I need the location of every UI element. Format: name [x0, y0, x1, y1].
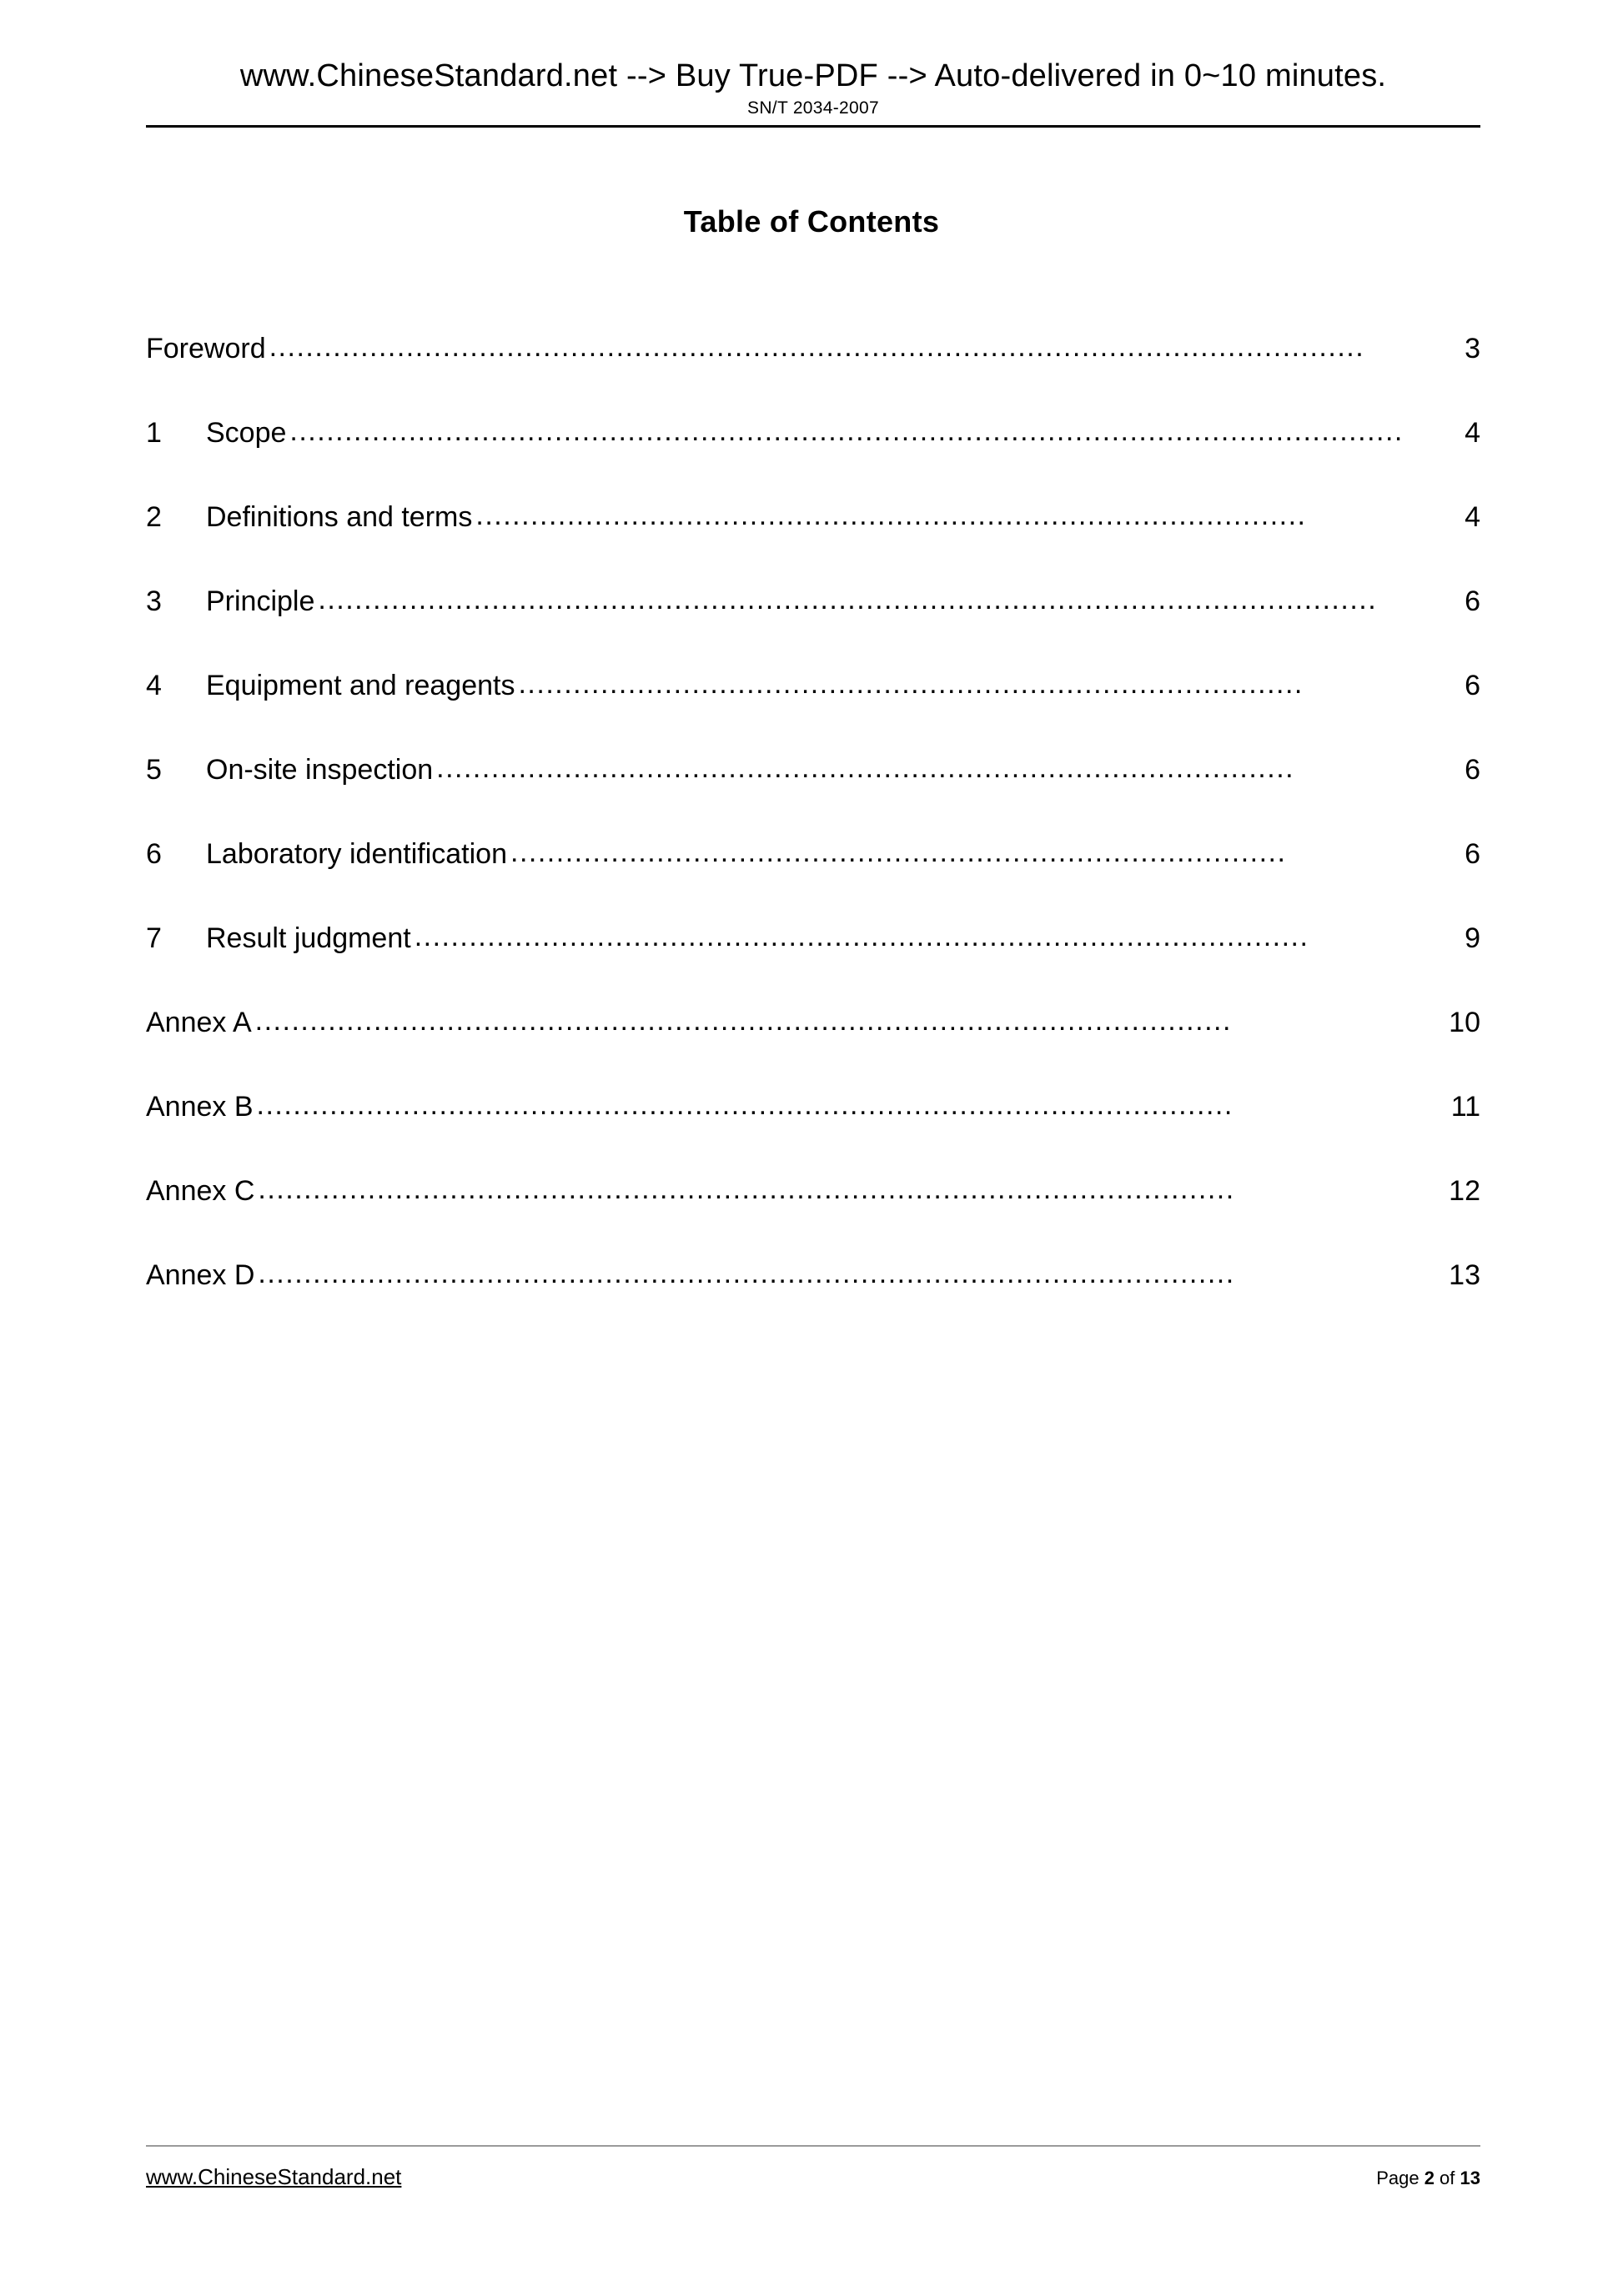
toc-entry-number: 1	[146, 417, 162, 449]
toc-entry-number: 4	[146, 670, 162, 701]
toc-entry-page: 12	[1449, 1175, 1480, 1207]
toc-entry-page: 4	[1465, 417, 1480, 449]
toc-entry-annex-a[interactable]	[146, 981, 1480, 1065]
toc-entry-page: 10	[1449, 1007, 1480, 1038]
toc-entry-page: 4	[1465, 501, 1480, 533]
toc-entry-page: 6	[1465, 754, 1480, 786]
page-indicator-mid: of	[1434, 2168, 1460, 2188]
toc-leader-dots: .....................................................................................	[510, 837, 1287, 868]
page-footer	[146, 2164, 1480, 2190]
page-title: Table of Contents	[683, 204, 940, 239]
page-indicator	[1376, 2168, 1480, 2189]
toc-entry-label: Annex A	[146, 1007, 252, 1038]
toc-leader-dots: ...........................................................................................................	[256, 1089, 1234, 1121]
toc-entry-page: 6	[1465, 585, 1480, 617]
header-divider	[146, 125, 1480, 128]
standard-code: SN/T 2034-2007	[747, 98, 879, 118]
toc-entry-laboratory-identification[interactable]	[146, 812, 1480, 897]
toc-entry-annex-d[interactable]	[146, 1233, 1480, 1318]
toc-entry-number: 7	[146, 922, 162, 954]
table-of-contents	[146, 307, 1480, 1318]
toc-entry-page: 6	[1465, 670, 1480, 701]
toc-entry-label: Result judgment	[206, 922, 411, 954]
toc-entry-page: 3	[1465, 333, 1480, 364]
page-indicator-total: 13	[1460, 2168, 1480, 2188]
toc-entry-on-site-inspection[interactable]	[146, 728, 1480, 812]
toc-entry-label: Annex C	[146, 1175, 255, 1207]
toc-entry-label: Scope	[206, 417, 287, 449]
toc-leader-dots: ....................................................................................................................	[318, 584, 1378, 615]
promo-banner: www.ChineseStandard.net --> Buy True-PDF --> Auto-delivered in 0~10 minutes.	[239, 58, 1387, 93]
toc-leader-dots: ..........................................................................................................................	[289, 415, 1404, 447]
toc-leader-dots: ...........................................................................................	[475, 500, 1307, 531]
toc-entry-annex-b[interactable]	[146, 1065, 1480, 1149]
toc-entry-page: 13	[1449, 1259, 1480, 1291]
toc-entry-number: 6	[146, 838, 162, 870]
footer-divider	[146, 2145, 1480, 2147]
toc-entry-label: Definitions and terms	[206, 501, 473, 533]
page-header	[146, 58, 1480, 118]
toc-entry-label: On-site inspection	[206, 754, 434, 786]
toc-leader-dots: ...........................................................................................................	[254, 1005, 1232, 1037]
toc-leader-dots: ..............................................................................................	[436, 752, 1295, 784]
toc-leader-dots: ...........................................................................................................	[258, 1173, 1235, 1205]
toc-entry-number: 2	[146, 501, 162, 533]
toc-entry-definitions-and-terms[interactable]	[146, 475, 1480, 560]
toc-entry-number: 5	[146, 754, 162, 786]
toc-leader-dots: ......................................................................................	[518, 668, 1304, 700]
footer-site-link[interactable]: www.ChineseStandard.net	[146, 2164, 402, 2189]
toc-entry-label: Laboratory identification	[206, 838, 508, 870]
page-indicator-prefix: Page	[1376, 2168, 1425, 2188]
toc-entry-foreword[interactable]	[146, 307, 1480, 391]
toc-entry-label: Principle	[206, 585, 315, 617]
toc-entry-label: Foreword	[146, 333, 266, 364]
toc-entry-equipment-and-reagents[interactable]	[146, 644, 1480, 728]
toc-entry-page: 9	[1465, 922, 1480, 954]
toc-entry-page: 11	[1450, 1091, 1480, 1123]
toc-entry-principle[interactable]	[146, 560, 1480, 644]
toc-entry-scope[interactable]	[146, 391, 1480, 475]
toc-entry-number: 3	[146, 585, 162, 617]
page-indicator-current: 2	[1424, 2168, 1435, 2188]
toc-leader-dots: ........................................................................................................................	[269, 331, 1365, 363]
toc-entry-result-judgment[interactable]	[146, 897, 1480, 981]
toc-entry-label: Equipment and reagents	[206, 670, 515, 701]
toc-leader-dots: ..................................................................................................	[414, 921, 1309, 952]
toc-entry-label: Annex B	[146, 1091, 254, 1123]
toc-entry-annex-c[interactable]	[146, 1149, 1480, 1233]
toc-leader-dots: ...........................................................................................................	[258, 1258, 1235, 1289]
toc-entry-page: 6	[1465, 838, 1480, 870]
toc-entry-label: Annex D	[146, 1259, 255, 1291]
